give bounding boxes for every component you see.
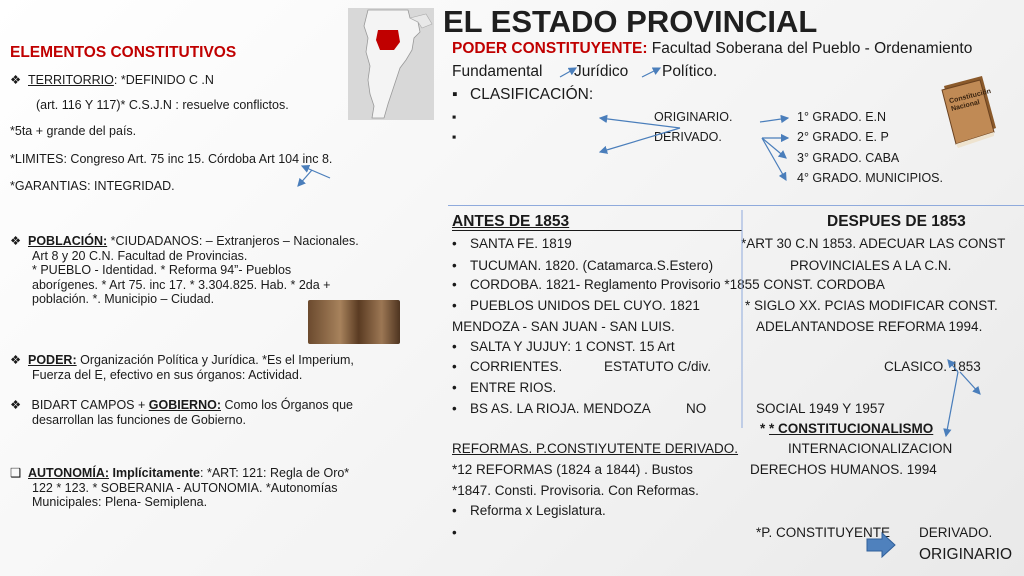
grado-3: 3° GRADO. CABA bbox=[797, 151, 900, 165]
map-svg bbox=[348, 8, 434, 120]
round-bullet-icon: • bbox=[452, 359, 457, 374]
round-bullet-icon: • bbox=[452, 380, 457, 395]
poblacion-label: POBLACIÓN: bbox=[28, 234, 108, 248]
autonomia-line2: 122 * 123. * SOBERANIA - AUTONOMIA. *Autonomías bbox=[32, 480, 338, 495]
round-bullet-icon: • bbox=[452, 503, 457, 518]
grado-4: 4° GRADO. MUNICIPIOS. bbox=[797, 171, 943, 185]
page-title: EL ESTADO PROVINCIAL bbox=[443, 4, 818, 39]
square-bullet-icon: ▪ bbox=[452, 130, 457, 144]
provinciales-text: PROVINCIALES A LA C.N. bbox=[790, 258, 952, 273]
row-9 bbox=[452, 401, 651, 416]
diamond-bullet-icon: ❖ bbox=[10, 234, 22, 248]
round-bullet-icon: • bbox=[452, 298, 457, 313]
round-bullet-icon: • bbox=[452, 277, 457, 292]
constitucionalismo-label: * CONSTITUCIONALISMO bbox=[769, 421, 934, 436]
reforma-legislatura: Reforma x Legislatura. bbox=[470, 503, 606, 518]
poder-constituyente-text: Facultad Soberana del Pueblo - Ordenamiento bbox=[647, 40, 973, 57]
row-1 bbox=[452, 236, 572, 251]
poder-block bbox=[10, 353, 354, 382]
constitution-book-icon bbox=[936, 72, 1002, 148]
poblacion-line4: aborígenes. * Art 75. inc 17. * 3.304.825. Hab. * 2da + bbox=[32, 277, 331, 292]
autonomia-text: : *ART: 121: Regla de Oro* bbox=[200, 466, 350, 480]
doce-reformas-text: *12 REFORMAS (1824 a 1844) . Bustos bbox=[452, 462, 693, 477]
right-arrow-icon bbox=[866, 532, 896, 558]
reformas-heading: REFORMAS. P.CONSTIYUTENTE DERIVADO. bbox=[452, 441, 739, 456]
art30-text: *ART 30 C.N 1853. ADECUAR LAS CONST bbox=[741, 236, 1006, 251]
diamond-bullet-icon: ❖ bbox=[10, 73, 22, 87]
corrientes: CORRIENTES. bbox=[470, 359, 563, 374]
square-bullet-icon: ▪ bbox=[452, 110, 457, 124]
row-8 bbox=[452, 380, 556, 395]
originario-final-text: ORIGINARIO bbox=[919, 546, 1013, 563]
poblacion-text: *CIUDADANOS: – Extranjeros – Nacionales. bbox=[110, 234, 359, 248]
no-text: NO bbox=[686, 401, 707, 416]
adelantandose-text: ADELANTANDOSE REFORMA 1994. bbox=[756, 319, 983, 334]
clasificacion-label: CLASIFICACIÓN: bbox=[470, 86, 594, 103]
round-bullet-icon: • bbox=[452, 258, 457, 273]
gobierno-block bbox=[10, 398, 353, 427]
limites-line: *LIMITES: Congreso Art. 75 inc 15. Córdoba Art 104 inc 8. bbox=[10, 152, 333, 166]
gobierno-pre: BIDART CAMPOS + bbox=[31, 398, 149, 412]
bs-as: BS AS. LA RIOJA. MENDOZA bbox=[470, 401, 651, 416]
autonomia-line3: Municipales: Plena- Semiplena. bbox=[32, 495, 208, 509]
tucuman: TUCUMAN. 1820. (Catamarca.S.Estero) bbox=[470, 258, 714, 273]
checkbox-bullet-icon: ❑ bbox=[10, 466, 22, 480]
right-arrow-svg bbox=[866, 532, 896, 558]
territorio-text: : *DEFINIDO C .N bbox=[113, 73, 214, 87]
round-bullet-icon: • bbox=[452, 236, 457, 251]
quinta-line: *5ta + grande del país. bbox=[10, 124, 137, 138]
poder-text: Organización Política y Jurídica. *Es el Imperium, bbox=[80, 353, 354, 367]
row-14 bbox=[452, 503, 606, 518]
gobierno-text: Como los Órganos que bbox=[221, 398, 354, 412]
siglo-xx-text: * SIGLO XX. PCIAS MODIFICAR CONST. bbox=[745, 298, 998, 313]
autonomia-bold: Implícitamente bbox=[109, 466, 201, 480]
children-photo bbox=[308, 300, 400, 344]
row-2 bbox=[452, 258, 713, 273]
arrow-clasico bbox=[946, 372, 958, 436]
arrow-derivado-grado3 bbox=[762, 138, 786, 158]
poblacion-line5: población. *. Municipio – Ciudad. bbox=[32, 292, 215, 306]
internacionalizacion-text: INTERNACIONALIZACION bbox=[788, 441, 953, 456]
territorio-label: TERRITORRIO bbox=[28, 73, 114, 87]
santa-fe: SANTA FE. 1819 bbox=[470, 236, 572, 251]
clasico-text: CLASICO. 1853 bbox=[884, 359, 981, 374]
derivado-label: DERIVADO. bbox=[654, 130, 722, 144]
row-7 bbox=[452, 359, 562, 374]
juridico-word: Jurídico bbox=[574, 63, 629, 80]
fundamental-word: Fundamental bbox=[452, 63, 543, 80]
row-3 bbox=[452, 277, 885, 292]
gobierno-line2: desarrollan las funciones de Gobierno. bbox=[32, 412, 247, 427]
arrow-originario-grado1 bbox=[760, 118, 788, 122]
p-constituyente-text: *P. CONSTITUYENTE bbox=[756, 525, 891, 540]
section-divider bbox=[448, 205, 1024, 206]
arrow-clasico-2 bbox=[960, 372, 980, 394]
argentina-map-icon bbox=[348, 8, 434, 120]
social-text: SOCIAL 1949 Y 1957 bbox=[756, 401, 885, 416]
clasificacion-line bbox=[452, 86, 593, 104]
poder-label: PODER: bbox=[28, 353, 77, 367]
poder-line2: Fuerza del E, efectivo en sus órganos: Actividad. bbox=[32, 367, 303, 382]
book-label: Constitución Nacional bbox=[948, 88, 992, 113]
entre-rios: ENTRE RIOS. bbox=[470, 380, 557, 395]
antes-heading: ANTES DE 1853 bbox=[452, 213, 570, 230]
arrow-limites-2 bbox=[298, 170, 312, 186]
garantias-line: *GARANTIAS: INTEGRIDAD. bbox=[10, 179, 175, 193]
mendoza-line: MENDOZA - SAN JUAN - SAN LUIS. bbox=[452, 319, 675, 334]
arrow-juridico-politico bbox=[642, 68, 660, 77]
row-6 bbox=[452, 339, 675, 354]
estatuto-text: ESTATUTO C/div. bbox=[604, 359, 712, 374]
derivado-text: DERIVADO. bbox=[919, 525, 993, 540]
round-bullet-icon: • bbox=[452, 401, 457, 416]
politico-word: Político. bbox=[662, 63, 718, 80]
cuyo: PUEBLOS UNIDOS DEL CUYO. 1821 bbox=[470, 298, 700, 313]
ddhh-text: DERECHOS HUMANOS. 1994 bbox=[750, 462, 937, 477]
poder-constituyente-label: PODER CONSTITUYENTE: bbox=[452, 40, 648, 57]
arrow-derivado-grado4 bbox=[762, 138, 786, 180]
grado-2: 2° GRADO. E. P bbox=[797, 130, 889, 144]
originario-label: ORIGINARIO. bbox=[654, 110, 733, 124]
poblacion-line3: * PUEBLO - Identidad. * Reforma 94”- Pueblos bbox=[32, 263, 292, 277]
poblacion-line2: Art 8 y 20 C.N. Facultad de Provincias. bbox=[32, 248, 248, 263]
cordoba: CORDOBA. 1821- Reglamento Provisorio *1855 CONST. CORDOBA bbox=[470, 277, 885, 292]
poblacion-block bbox=[10, 234, 359, 307]
arrow-limites bbox=[302, 166, 330, 178]
row-4 bbox=[452, 298, 700, 313]
grado-1: 1° GRADO. E.N bbox=[797, 110, 887, 124]
square-bullet-icon: ▪ bbox=[452, 86, 458, 103]
round-bullet-icon: • bbox=[452, 525, 457, 540]
salta-jujuy: SALTA Y JUJUY: 1 CONST. 15 Art bbox=[470, 339, 675, 354]
antes-underline bbox=[452, 230, 742, 231]
gobierno-label: GOBIERNO: bbox=[148, 398, 221, 412]
autonomia-block bbox=[10, 466, 349, 510]
constitucionalismo-text: * * CONSTITUCIONALISMO bbox=[760, 421, 934, 436]
autonomia-label: AUTONOMÍA: bbox=[28, 466, 110, 480]
diamond-bullet-icon: ❖ bbox=[10, 353, 22, 367]
consti-provisoria-text: *1847. Consti. Provisoria. Con Reformas. bbox=[452, 483, 699, 498]
book-svg bbox=[936, 72, 1002, 148]
diamond-bullet-icon: ❖ bbox=[10, 398, 22, 412]
despues-heading: DESPUES DE 1853 bbox=[827, 213, 966, 230]
territorio-line2: (art. 116 Y 117)* C.S.J.N : resuelve conflictos. bbox=[36, 98, 289, 112]
elements-heading: ELEMENTOS CONSTITUTIVOS bbox=[10, 44, 237, 61]
round-bullet-icon: • bbox=[452, 339, 457, 354]
territorio-line bbox=[10, 72, 214, 87]
poder-constituyente-line bbox=[452, 40, 972, 58]
